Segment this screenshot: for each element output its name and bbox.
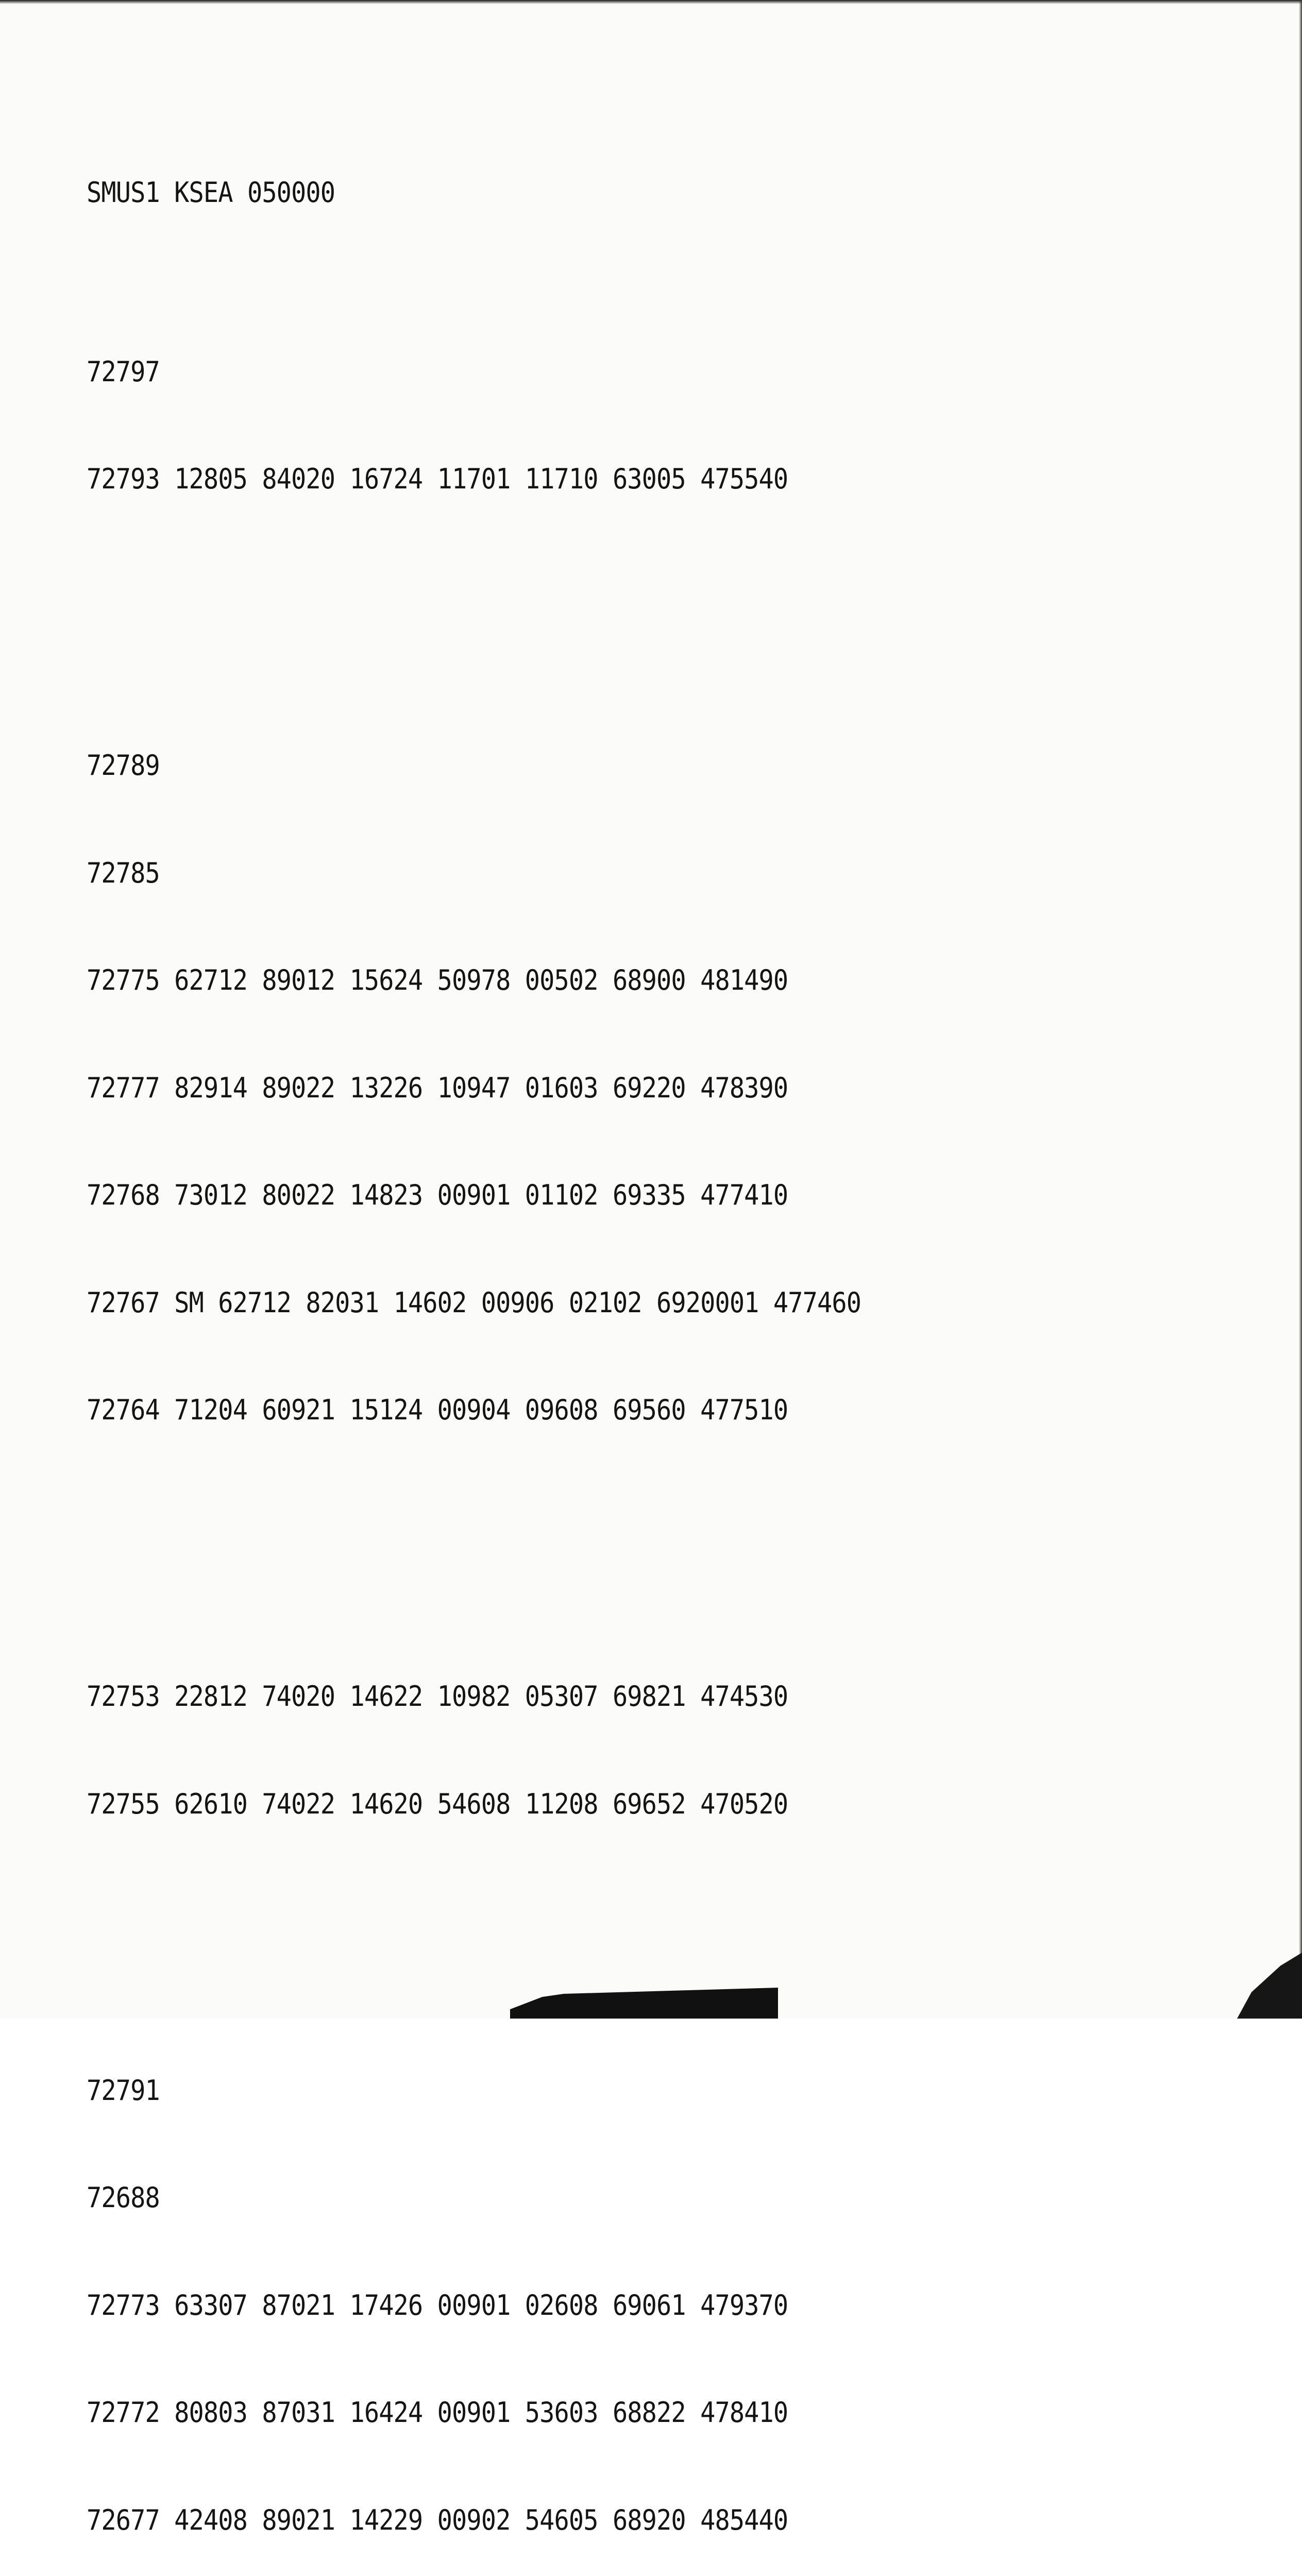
data-line: 72773 63307 87021 17426 00901 02608 69061 479370 <box>87 2289 788 2321</box>
spacer <box>87 1500 861 1536</box>
scan-artifact <box>1230 1953 1302 2019</box>
data-line: 72785 <box>87 856 160 889</box>
paper-right-edge <box>1299 0 1302 2019</box>
data-line: 72789 <box>87 749 160 782</box>
data-line: 72755 62610 74022 14620 54608 11208 69652 470520 <box>87 1787 788 1820</box>
data-line: 72688 <box>87 2181 160 2214</box>
data-line: 72753 22812 74020 14622 10982 05307 69821 474530 <box>87 1680 788 1713</box>
data-line: 72677 42408 89021 14229 00902 54605 68920 485440 <box>87 2503 788 2536</box>
data-line: 72797 <box>87 355 160 388</box>
data-line: 72791 <box>87 2074 160 2107</box>
paper-top-edge <box>0 0 1302 4</box>
data-line: 72775 62712 89012 15624 50978 00502 68900 481490 <box>87 964 788 996</box>
spacer <box>87 1893 861 1929</box>
teletype-listing <box>87 103 861 2576</box>
data-line: 72777 82914 89022 13226 10947 01603 69220 478390 <box>87 1071 788 1104</box>
spacer <box>87 569 861 605</box>
data-line: 72767 SM 62712 82031 14602 00906 02102 6920001 477460 <box>87 1286 861 1319</box>
data-line: 72768 73012 80022 14823 00901 01102 69335 477410 <box>87 1179 788 1211</box>
data-line: 72772 80803 87031 16424 00901 53603 68822 478410 <box>87 2396 788 2429</box>
data-line: 72793 12805 84020 16724 11701 11710 63005 475540 <box>87 463 788 495</box>
data-line: 72764 71204 60921 15124 00904 09608 69560 477510 <box>87 1394 788 1426</box>
header-line: SMUS1 KSEA 050000 <box>87 176 335 209</box>
